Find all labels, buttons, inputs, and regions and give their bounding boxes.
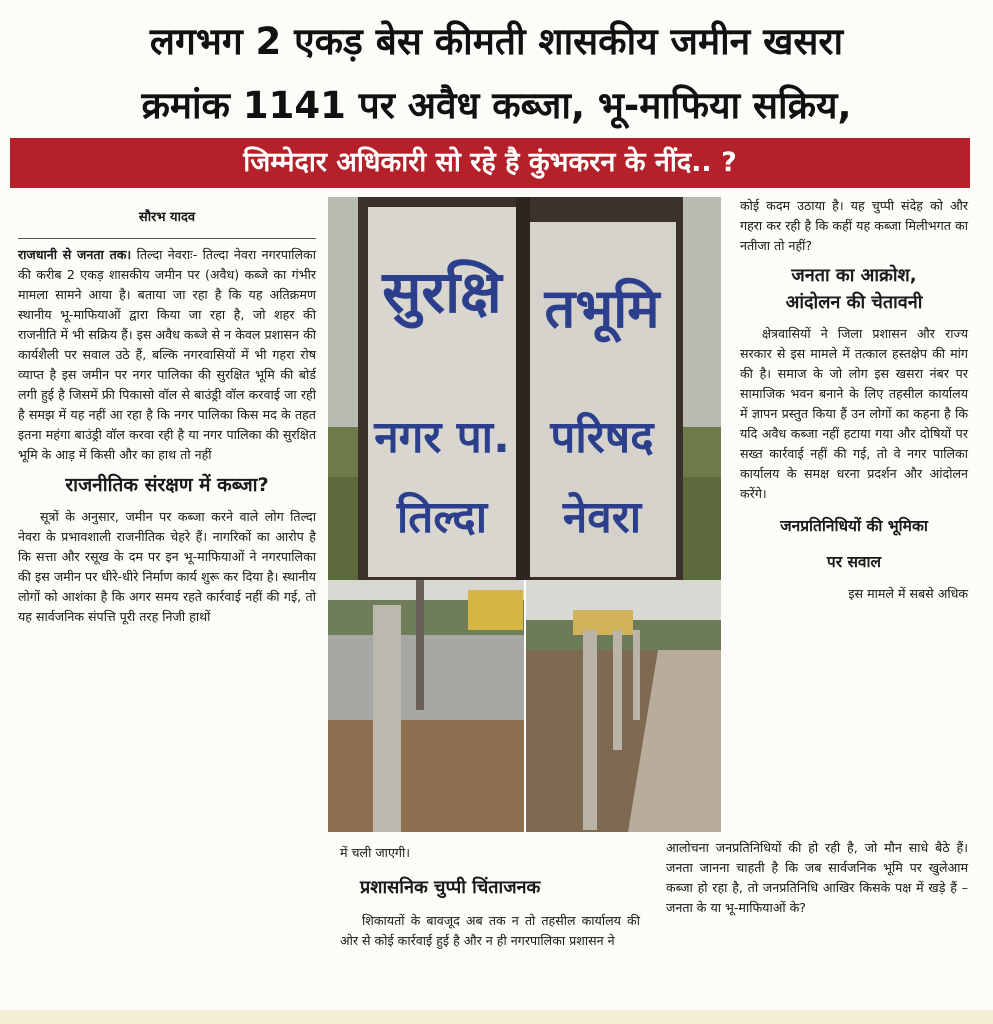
headline-line-2: क्रमांक 1141 पर अवैध कब्जा, भू-माफिया सक्रिय, [141,84,852,127]
middle-column [340,843,720,951]
section-heading-representatives-line1: जनप्रतिनिधियों की भूमिका [780,517,928,535]
construction-site-photo [328,580,721,832]
public-anger-paragraph: क्षेत्रवासियों ने जिला प्रशासन और राज्य सरकार से इस मामले में तत्काल हस्तक्षेप की मांग की है। समाज के जो लोग इस खसरा नंबर पर सामाजिक भवन बनाने के लिए तहसील कार्यालय में ज्ञापन प्रस्तुत किया हैं उन लोगों का कहना है कि यदि अवैध कब्जा नहीं हटाया गया और दोषियों पर सख्त कार्रवाई नहीं की गई, तो वे नगर पालिका कार्यालय के समक्ष धरना प्रदर्शन और आंदोलन करेंगे। [740,326,968,501]
construction-site-graphic [328,580,721,832]
political-paragraph: सूत्रों के अनुसार, जमीन पर कब्जा करने वाले लोग तिल्दा नेवरा के प्रभावशाली राजनीतिक चेहरे हैं। नागरिकों का आरोप है कि सत्ता और रसूख के दम पर इन भू-माफियाओं ने नगरपालिका की इस जमीन पर धीरे-धीरे निर्माण कार्य शुरू कर दिया है। स्थानीय लोगों को आशंका है कि अगर समय रहते कार्रवाई नहीं की गई, तो यह सार्वजनिक संपत्ति पूरी तरह निजी हाथों [18,509,316,624]
sign-text-left-mid: नगर पा. [374,412,510,463]
subheadline-banner: जिम्मेदार अधिकारी सो रहे है कुंभकरन के नींद.. ? [10,138,970,188]
lead-paragraph [18,245,316,465]
section-heading-representatives-line2: पर सवाल [826,553,882,571]
right-continuation-paragraph: कोई कदम उठाया है। यह चुप्पी संदेह को और गहरा कर रही है कि कहीं यह कब्जा मिलीभगत का नतीजा तो नहीं? [740,198,968,253]
next-story-strip [0,1010,993,1024]
left-column [18,205,316,627]
section-heading-public-anger-line2: आंदोलन की चेतावनी [785,292,923,313]
representatives-paragraph-start: इस मामले में सबसे अधिक [848,586,968,601]
signboard-photo-graphic [328,197,721,580]
section-heading-political: राजनीतिक संरक्षण में कब्जा? [65,474,269,496]
headline [0,10,993,138]
admin-silence-paragraph: शिकायतों के बावजूद अब तक न तो तहसील कार्यालय की ओर से कोई कार्रवाई हुई है और न ही नगरपालिका प्रशासन ने [340,913,640,948]
section-heading-public-anger-line1: जनता का आक्रोश, [791,265,917,286]
section-heading-representatives [740,508,968,580]
sign-text-right-mid: परिषद [550,412,654,463]
byline: सौरभ यादव [18,205,316,239]
sign-text-left-bottom: तिल्दा [396,492,488,543]
sign-text-right-top: तभूमि [544,277,660,340]
headline-line-1: लगभग 2 एकड़ बेस कीमती शासकीय जमीन खसरा [149,20,844,63]
continuation-text: में चली जाएगी। [340,845,411,860]
section-heading-admin-silence: प्रशासनिक चुप्पी चिंताजनक [360,877,541,898]
sign-text-right-bottom: नेवरा [562,492,642,543]
lead-text: तिल्दा नेवराः- तिल्दा नेवरा नगरपालिका की करीब 2 एकड़ शासकीय जमीन पर (अवैध) कब्जे का गंभीर मामला सामने आया है। बताया जा रहा है कि यह अतिक्रमण स्थानीय भू-माफियाओं द्वारा किया जा रहा है, जो शहर की राजनीति में भी सक्रिय हैं। इस अवैध कब्जे से न केवल प्रशासन की कार्यशैली पर सवाल उठे हैं, बल्कि नगरवासियों में भी गहरा रोष व्याप्त है इस जमीन पर नगर पालिका की सुरक्षित भूमि की बोर्ड लगी हुई है जिसमें फ्री पिकासो वॉल से बाउंड्री वॉल करवाई जा रही है समझ में यह नहीं आ रहा है कि नगर पालिका किस मद के तहत इतना महंगा बाउंड्री वॉल करवा रही है या नगर पालिका की सुरक्षित भूमि के आड़ में किसी और का हाथ तो नहीं [18,247,316,462]
right-column [740,196,968,604]
sign-text-left-top: सुरक्षि [382,258,502,326]
representatives-paragraph-rest: आलोचना जनप्रतिनिधियों की हो रही है, जो मौन साधे बैठे हैं। जनता जानना चाहती है कि जब सार्वजनिक भूमि पर खुलेआम कब्जा हो रहा है, तो जनप्रतिनिधि आखिर किसके पक्ष में खड़े हैं – जनता के या भू-माफियाओं के? [666,840,968,915]
dateline: राजधानी से जनता तक। [18,247,132,262]
section-heading-public-anger [740,262,968,316]
signboard-photo [328,197,721,580]
representatives-continued [666,838,968,918]
